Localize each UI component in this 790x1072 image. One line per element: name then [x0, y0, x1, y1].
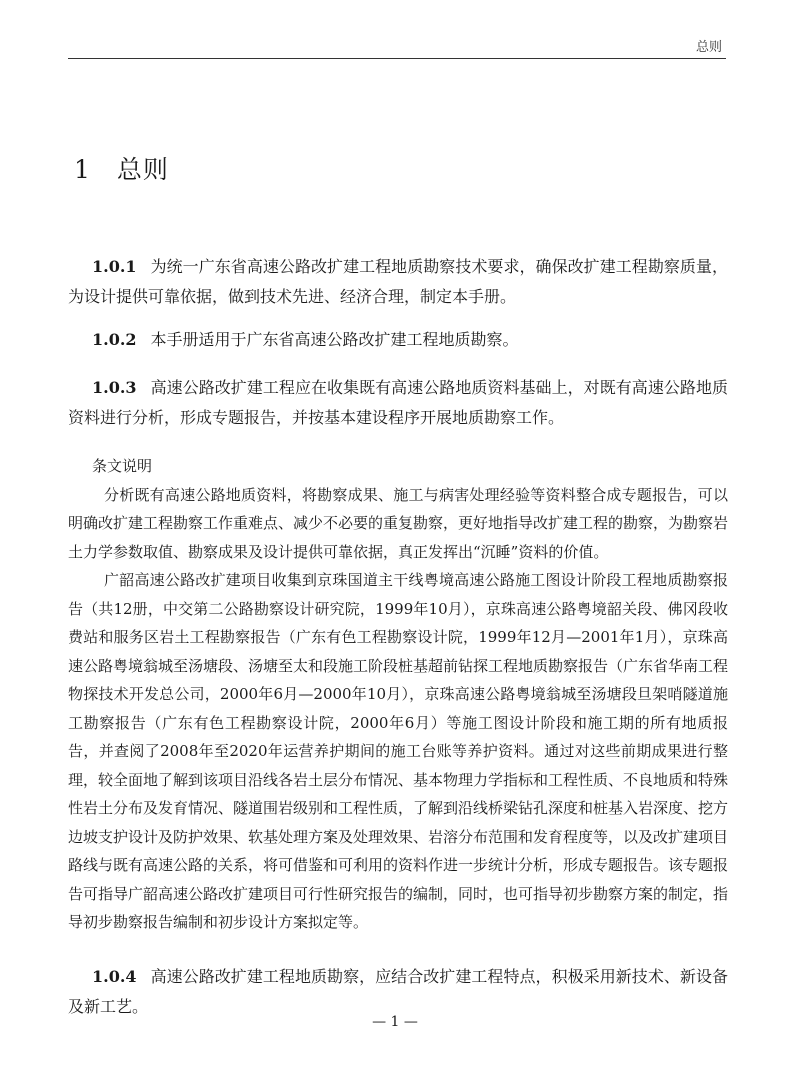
clause-text: 为统一广东省高速公路改扩建工程地质勘察技术要求，确保改扩建工程勘察质量，为设计提供可靠依据，做到技术先进、经济合理，制定本手册。: [68, 257, 728, 306]
running-header: 总则: [695, 40, 722, 55]
explanation-paragraph: 分析既有高速公路地质资料，将勘察成果、施工与病害处理经验等资料整合成专题报告，可以明确改扩建工程勘察工作重难点、减少不必要的重复勘察，更好地指导改扩建工程的勘察，为勘察岩土力学参数取值、勘察成果及设计提供可靠依据，真正发挥出“沉睡”资料的价值。: [68, 485, 729, 561]
clause-number: 1.0.4: [92, 967, 137, 986]
clause-1-0-2: [68, 325, 728, 355]
clause-explanation: [68, 452, 728, 937]
chapter-title: [74, 150, 169, 186]
clause-text: 高速公路改扩建工程地质勘察，应结合改扩建工程特点，积极采用新技术、新设备及新工艺。: [68, 967, 728, 1016]
chapter-name: 总则: [116, 155, 169, 184]
clause-1-0-3: [68, 373, 728, 433]
explanation-title: 条文说明: [92, 457, 153, 475]
clause-text: 高速公路改扩建工程应在收集既有高速公路地质资料基础上，对既有高速公路地质资料进行分析，形成专题报告，并按基本建设程序开展地质勘察工作。: [68, 378, 728, 427]
clause-number: 1.0.2: [92, 330, 137, 349]
clause-number: 1.0.1: [92, 257, 137, 276]
clause-1-0-1: [68, 252, 728, 312]
chapter-number: 1: [74, 155, 91, 184]
page-number: — 1 —: [372, 1014, 418, 1030]
clause-1-0-4: [68, 962, 728, 1022]
clause-number: 1.0.3: [92, 378, 137, 397]
header-rule: [68, 58, 726, 59]
clause-text: 本手册适用于广东省高速公路改扩建工程地质勘察。: [150, 330, 519, 349]
explanation-paragraph: 广韶高速公路改扩建项目收集到京珠国道主干线粤境高速公路施工图设计阶段工程地质勘察报告（共12册，中交第二公路勘察设计研究院，1999年10月），京珠高速公路粤境韶关段、佛冈段收费站和服务区岩土工程勘察报告（广东有色工程勘察设计院，1999年12月—2001年1月），京珠高速公路粤境翁城至汤塘段、汤塘至太和段施工阶段桩基超前钻探工程地质勘察报告（广东省华南工程物探技术开发总公司，2000年6月—2000年10月），京珠高速公路粤境翁城至汤塘段旦架哨隧道施工勘察报告（广东有色工程勘察设计院，2000年6月）等施工图设计阶段和施工期的所有地质报告，并查阅了2008年至2020年运营养护期间的施工台账等养护资料。通过对这些前期成果进行整理，较全面地了解到该项目沿线各岩土层分布情况、基本物理力学指标和工程性质、不良地质和特殊性岩土分布及发育情况、隧道围岩级别和工程性质，了解到沿线桥梁钻孔深度和桩基入岩深度、挖方边坡支护设计及防护效果、软基处理方案及处理效果、岩溶分布范围和发育程度等，以及改扩建项目路线与既有高速公路的关系，将可借鉴和可利用的资料作进一步统计分析，形成专题报告。该专题报告可指导广韶高速公路改扩建项目可行性研究报告的编制，同时，也可指导初步勘察方案的制定，指导初步勘察报告编制和初步设计方案拟定等。: [68, 571, 729, 931]
